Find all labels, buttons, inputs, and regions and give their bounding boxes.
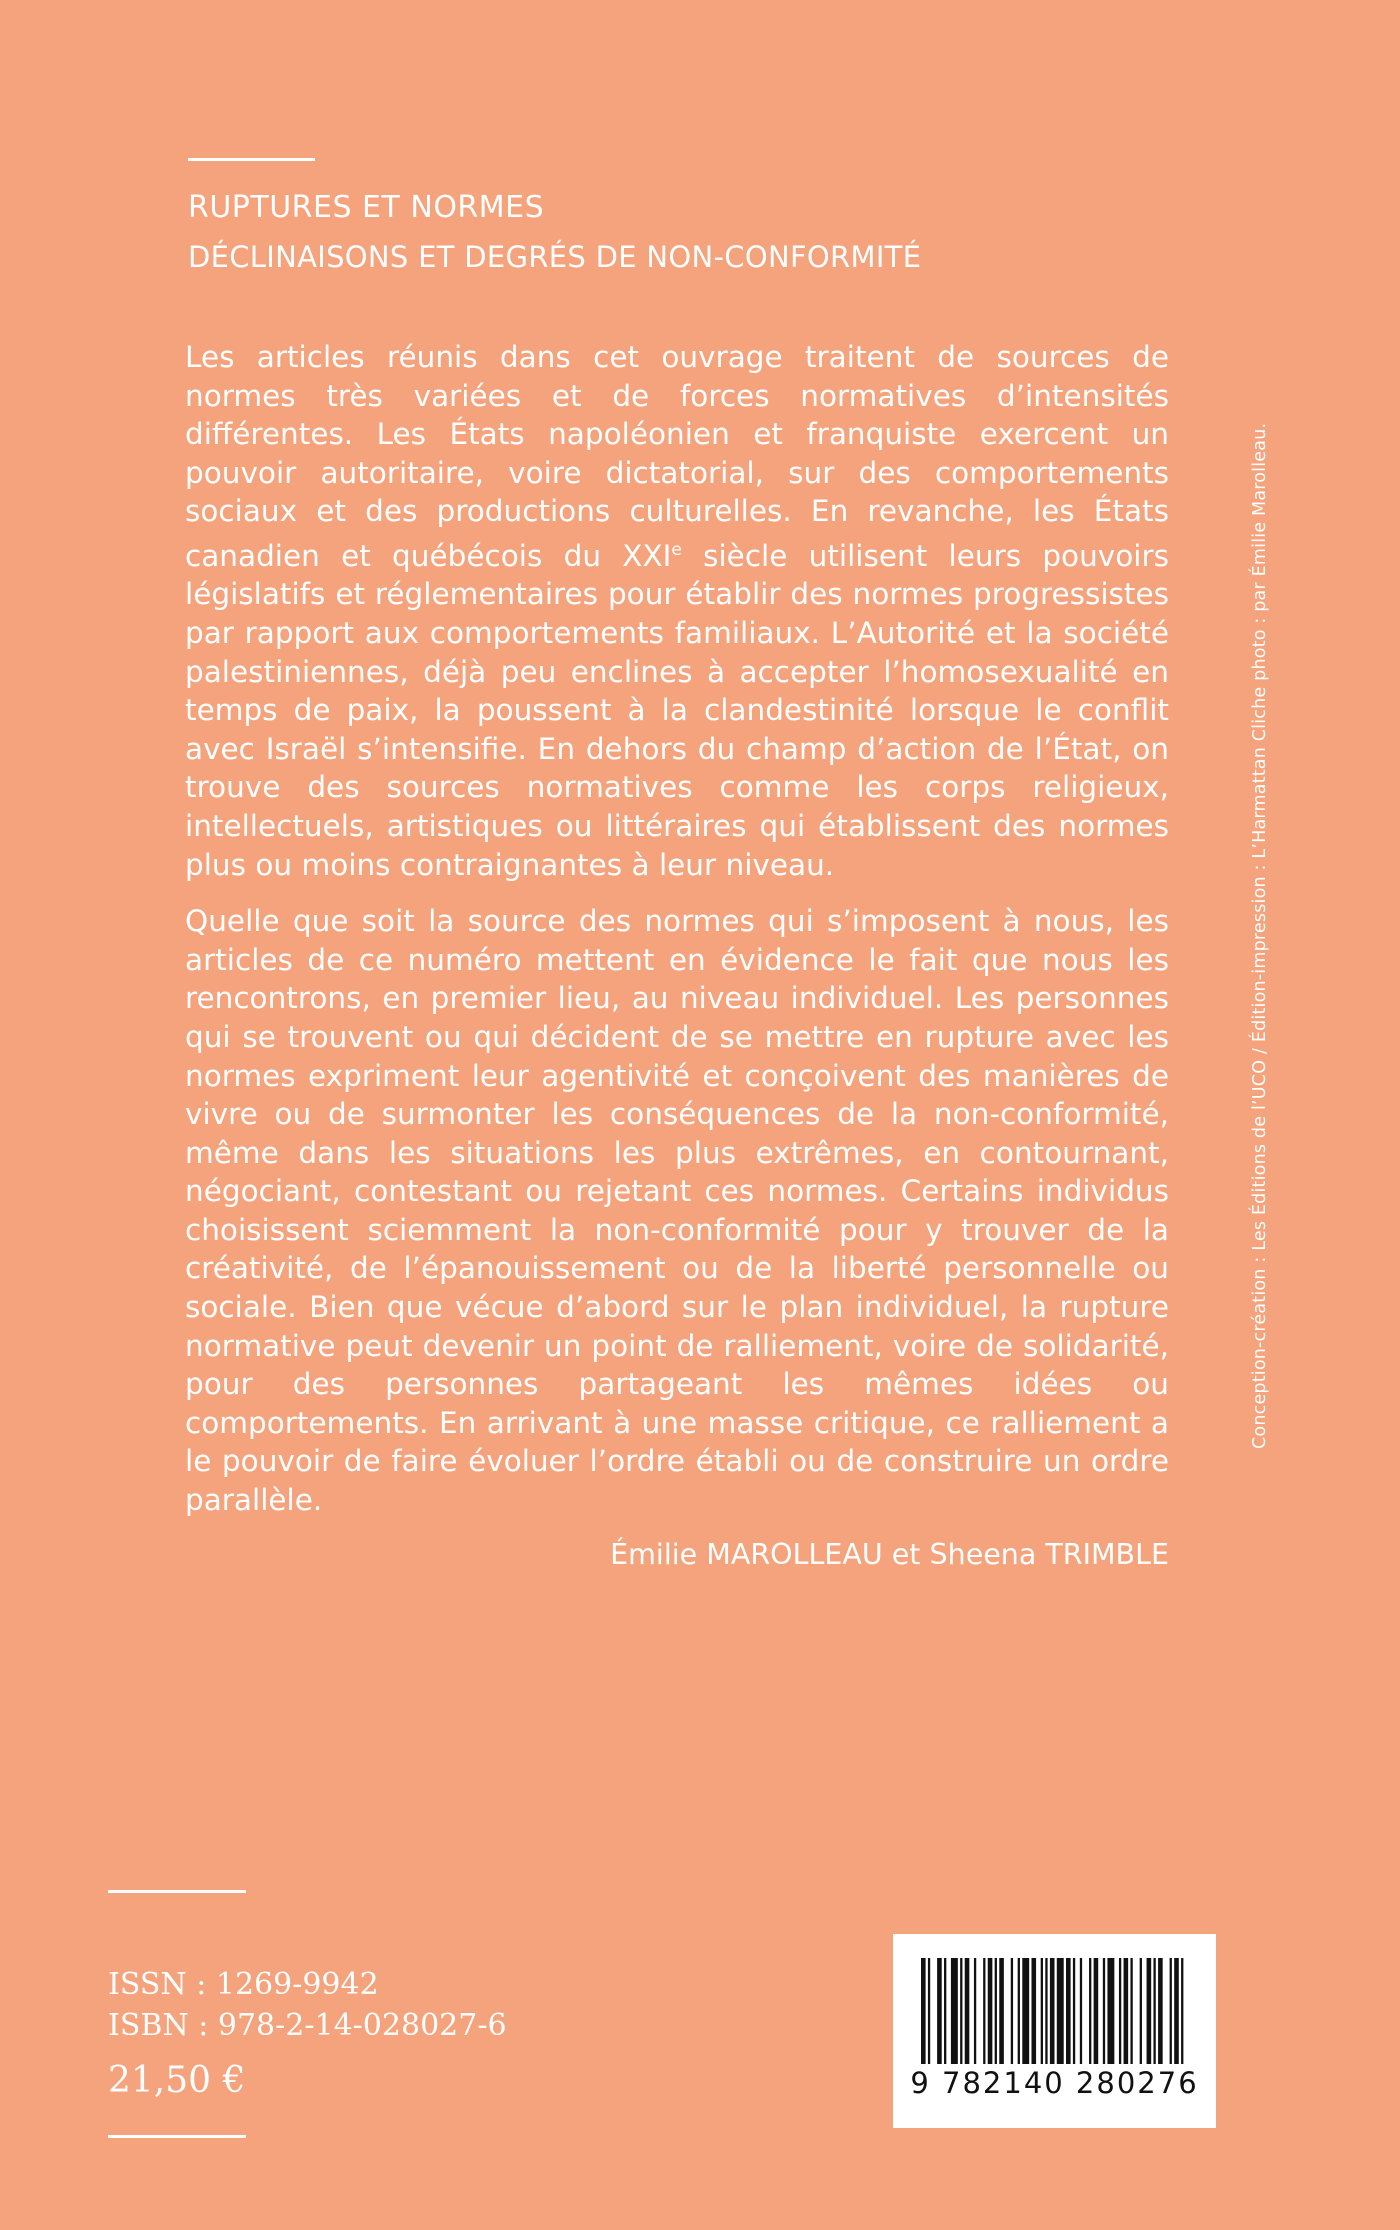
blurb-p1-start: Les articles réunis dans cet ouvrage traitent de sources de normes très variées et de forces normatives d’intensités différentes. Les États napoléonien et franquiste exercent un pouvoir autoritaire, voire dictatorial, sur des comportements sociaux et des productions culturelles. En revanche, les États canadien et québécois du XXI	[185, 340, 1169, 573]
barcode-bar	[928, 1958, 930, 2064]
barcode-bar	[1140, 1958, 1142, 2064]
blurb-paragraph-1	[185, 338, 1169, 884]
book-subtitle: DÉCLINAISONS ET DEGRÉS DE NON-CONFORMITÉ	[188, 240, 922, 274]
barcode-bar	[988, 1958, 993, 2064]
barcode-bar	[1147, 1958, 1152, 2064]
barcode-bar	[1073, 1958, 1075, 2064]
barcode-bar	[960, 1958, 962, 2064]
century-superscript: e	[671, 539, 682, 560]
barcode-bar	[921, 1958, 926, 2064]
barcode-bar	[944, 1958, 946, 2064]
barcode-digits: 9 782140 280276	[910, 2066, 1199, 2100]
price: 21,50 €	[108, 2060, 246, 2101]
blurb-paragraph-2: Quelle que soit la source des normes qui s’imposent à nous, les articles de ce numéro mettent en évidence le fait que nous les rencontrons, en premier lieu, au niveau individuel. Les personnes qui se trouvent ou qui décident de se mettre en rupture avec les normes expriment leur agentivité et conçoivent des manières de vivre ou de surmonter les conséquences de la non-conformité, même dans les situations les plus extrêmes, en contournant, négociant, contestant ou rejetant ces normes. Certains individus choisissent sciemment la non-conformité pour y trouver de la créativité, de l’épanouissement ou de la liberté personnelle ou sociale. Bien que vécue d’abord sur le plan individuel, la rupture normative peut devenir un point de ralliement, voire de solidarité, pour des personnes partageant les mêmes idées ou comportements. En arrivant à une masse critique, ce ralliement a le pouvoir de faire évoluer l’ordre établi ou de construire un ordre parallèle.	[185, 904, 1169, 1518]
barcode-bar	[1045, 1958, 1047, 2064]
barcode-bar	[937, 1958, 942, 2064]
barcode-bar	[1022, 1958, 1029, 2064]
barcode-bar	[1174, 1958, 1179, 2064]
barcode-bars-icon	[921, 1958, 1188, 2064]
barcode-bar	[1170, 1958, 1172, 2064]
barcode-bar	[1094, 1958, 1099, 2064]
barcode-bar	[1089, 1958, 1091, 2064]
barcode-bar	[1130, 1958, 1132, 2064]
barcode-bar	[1107, 1958, 1114, 2064]
blurb	[185, 338, 1169, 1538]
blurb-p1-end: siècle utilisent leurs pouvoirs législatifs et réglementaires pour établir des normes progressistes par rapport aux comportements familiaux. L’Autorité et la société palestiniennes, déjà peu enclines à accepter l’homosexualité en temps de paix, la poussent à la clandestinité lorsque le conflit avec Israël s’intensifie. En dehors du champ d’action de l’État, on trouve des sources normatives comme les corps religieux, intellectuels, artistiques ou littéraires qui établissent des normes plus ou moins contraignantes à leur niveau.	[185, 538, 1169, 882]
barcode-bar	[999, 1958, 1004, 2064]
book-title: RUPTURES ET NORMES	[188, 190, 545, 225]
barcode-bar	[1103, 1958, 1105, 2064]
authors: Émilie MAROLLEAU et Sheena TRIMBLE	[610, 1538, 1169, 1571]
barcode-bar	[1031, 1958, 1036, 2064]
barcode-bar	[1124, 1958, 1129, 2064]
barcode-bar	[1057, 1958, 1064, 2064]
barcode-bar	[1018, 1958, 1020, 2064]
barcode-bar	[1066, 1958, 1071, 2064]
barcode-bar	[1153, 1958, 1155, 2064]
top-divider	[188, 158, 315, 161]
barcode-bar	[974, 1958, 976, 2064]
barcode-bar	[1080, 1958, 1082, 2064]
barcode	[893, 1934, 1216, 2128]
barcode-bar	[1041, 1958, 1043, 2064]
barcode-bar	[951, 1958, 958, 2064]
isbn-top-divider	[108, 1890, 246, 1893]
isbn: ISBN : 978-2-14-028027-6	[108, 2008, 507, 2043]
barcode-bar	[1119, 1958, 1121, 2064]
isbn-bottom-divider	[108, 2135, 246, 2138]
barcode-bar	[965, 1958, 970, 2064]
barcode-bar	[983, 1958, 985, 2064]
barcode-bar	[1158, 1958, 1163, 2064]
barcode-bar	[1050, 1958, 1055, 2064]
barcode-bar	[995, 1958, 997, 2064]
issn: ISSN : 1269-9942	[108, 1967, 379, 2002]
barcode-bar	[1011, 1958, 1013, 2064]
cover-credits: Conception-création : Les Éditions de l’UCO / Édition-impression : L’Harmattan Cliche photo : par Émilie Marolleau.	[1250, 422, 1270, 1449]
barcode-bar	[1181, 1958, 1183, 2064]
